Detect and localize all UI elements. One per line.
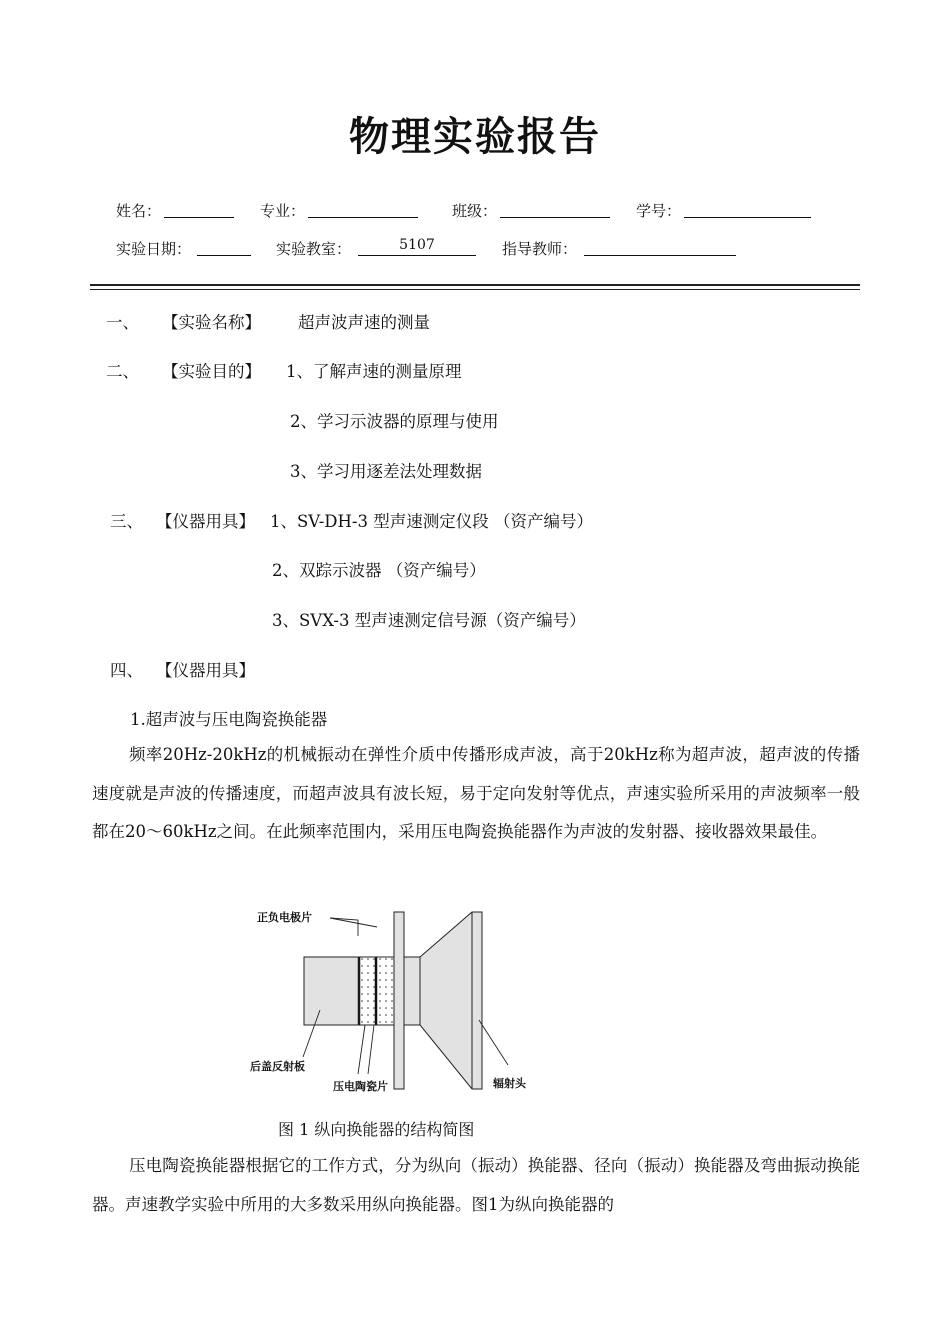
figure-caption: 图 1 纵向换能器的结构简图: [278, 1120, 475, 1139]
section3-item: 3、SVX-3 型声速测定信号源（资产编号）: [272, 611, 586, 630]
paragraph-ultrasonic: 频率20Hz-20kHz的机械振动在弹性介质中传播形成声波，高于20kHz称为超声波，超声波的传播速度就是声波的传播速度，而超声波具有波长短，易于定向发射等优点，声速实验所采用的声波频率一般都在20～60kHz之间。在此频率范围内，采用压电陶瓷换能器作为声波的发射器、接收器效果最佳。: [92, 745, 860, 841]
page-title: 物理实验报告: [349, 114, 601, 160]
class-label: 班级：: [452, 202, 498, 220]
teacher-field: [584, 237, 736, 256]
label-back-cover: 后盖反射板: [250, 1060, 305, 1073]
section2-label: 【实验目的】: [162, 362, 261, 381]
major-field: [308, 199, 418, 218]
section2-number: 二、: [106, 362, 139, 381]
header-rule-thin: [90, 289, 860, 290]
name-field: [164, 199, 234, 218]
name-label: 姓名：: [116, 202, 162, 220]
header-rule-thick: [90, 284, 860, 286]
class-field: [500, 199, 610, 218]
label-electrode: 正负电极片: [257, 911, 312, 924]
section3-item: 1、SV-DH-3 型声速测定仪段 （资产编号）: [270, 512, 593, 531]
neck-block: [404, 957, 420, 1025]
major-label: 专业：: [260, 202, 306, 220]
room-field: 5107: [358, 237, 476, 256]
label-ceramic: 压电陶瓷片: [333, 1080, 388, 1093]
teacher-label: 指导教师：: [502, 240, 578, 258]
section3-item: 2、双踪示波器 （资产编号）: [272, 561, 486, 580]
section1-content: 超声波声速的测量: [298, 313, 430, 332]
section2-item: 2、学习示波器的原理与使用: [290, 412, 499, 431]
section2-item: 1、了解声速的测量原理: [286, 362, 462, 381]
section1-number: 一、: [106, 313, 139, 332]
student-id-label: 学号：: [636, 202, 682, 220]
paragraph-transducer: 压电陶瓷换能器根据它的工作方式，分为纵向（振动）换能器、径向（振动）换能器及弯曲振动换能器。声速教学实验中所用的大多数采用纵向换能器。图1为纵向换能器的: [92, 1156, 860, 1214]
flange-plate: [394, 912, 404, 1089]
subsection-title: 1.超声波与压电陶瓷换能器: [130, 710, 328, 729]
section3-label: 【仪器用具】: [156, 512, 255, 531]
date-label: 实验日期：: [116, 240, 192, 258]
section2-item: 3、学习用逐差法处理数据: [290, 462, 482, 481]
section3-number: 三、: [110, 512, 143, 531]
ceramic-stack: [359, 957, 394, 1025]
section4-label: 【仪器用具】: [156, 661, 255, 680]
student-id-field: [684, 199, 811, 218]
section4-number: 四、: [110, 661, 143, 680]
room-label: 实验教室：: [276, 240, 352, 258]
back-cover-block: [304, 957, 359, 1025]
label-radiating-head: 辐射头: [493, 1077, 526, 1090]
radiating-head: [420, 912, 482, 1089]
section1-label: 【实验名称】: [162, 313, 261, 332]
date-field: [197, 237, 251, 256]
